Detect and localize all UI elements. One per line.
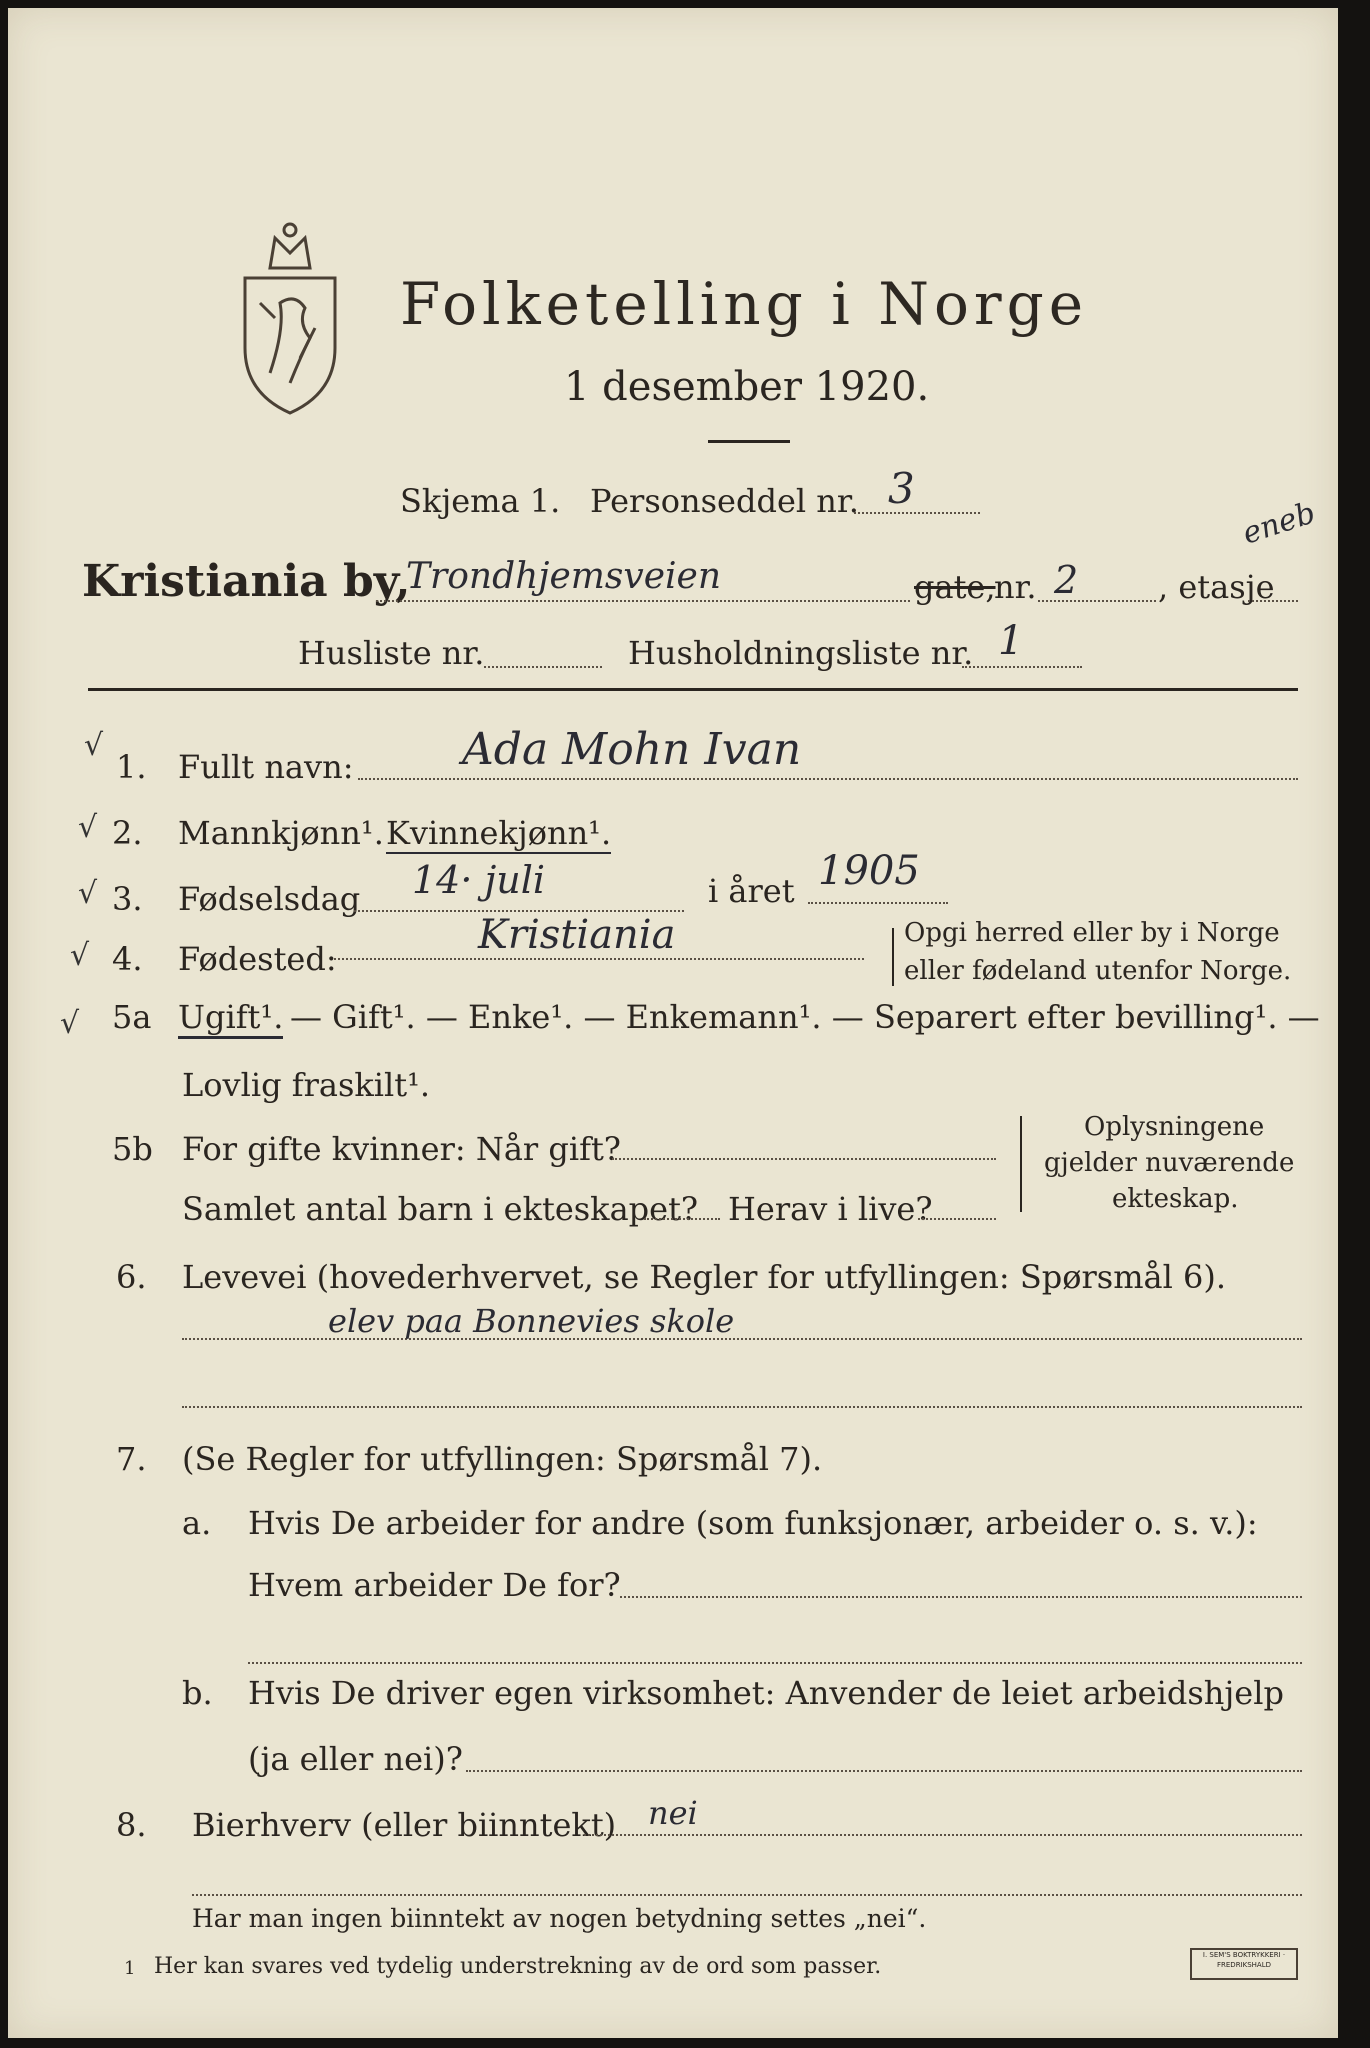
husholdning-number: 1 (998, 618, 1024, 664)
divorced-option: Lovlig fraskilt¹. (182, 1066, 431, 1104)
female-option: Kvinnekjønn¹. (386, 814, 612, 852)
q1-line (358, 778, 1298, 780)
children-line (644, 1218, 720, 1220)
house-number: 2 (1054, 558, 1079, 602)
birthplace-note-line1: Opgi herred eller by i Norge (904, 918, 1280, 948)
q1-number: 1. (116, 748, 147, 786)
q5b-bracket (1020, 1116, 1022, 1212)
q7-label: (Se Regler for utfyllingen: Spørsmål 7). (182, 1440, 823, 1478)
etasje-label: , etasje (1158, 568, 1275, 606)
q1-label: Fullt navn: (178, 748, 354, 786)
male-option: Mannkjønn¹. (178, 814, 384, 852)
personseddel-number: 3 (888, 464, 915, 513)
q4-number: 4. (112, 940, 143, 978)
margin-note: eneb (1238, 495, 1320, 552)
when-married-label: For gifte kvinner: Når gift? (182, 1130, 621, 1168)
personseddel-label: Personseddel nr. (590, 482, 859, 520)
gate-label: gate, (914, 568, 996, 606)
footnote-mark: 1 (124, 1958, 136, 1979)
hired-help-label: (ja eller nei)? (248, 1740, 463, 1778)
q7a-number: a. (182, 1504, 212, 1542)
q2-number: 2. (112, 814, 143, 852)
section-divider (88, 688, 1298, 691)
children-label: Samlet antal barn i ekteskapet? (182, 1190, 699, 1228)
q7b-number: b. (182, 1674, 213, 1712)
birthday-value: 14· juli (412, 858, 546, 902)
year-label: i året (708, 872, 795, 910)
checkmark-4: √ (70, 938, 90, 973)
street-line (376, 600, 910, 602)
side-income-label: Bierhverv (eller biinntekt) (192, 1806, 617, 1844)
instruction-note: Har man ingen biinntekt av nogen betydning settes „nei“. (192, 1904, 927, 1933)
q4-bracket (892, 928, 894, 986)
birthplace-note-line2: eller fødeland utenfor Norge. (904, 956, 1292, 986)
census-date: 1 desember 1920. (564, 364, 930, 410)
employer-line-2 (248, 1662, 1302, 1664)
norwegian-coat-of-arms-icon (230, 208, 350, 418)
form-title: Folketelling i Norge (400, 270, 1089, 338)
unmarried-option: Ugift¹. (178, 998, 283, 1039)
employer-label: Hvem arbeider De for? (248, 1566, 621, 1604)
city-label: Kristiania by, (82, 556, 411, 607)
printer-stamp: I. SEM'S BOKTRYKKERI · FREDRIKSHALD (1190, 1948, 1298, 1980)
hired-help-line (466, 1770, 1302, 1772)
checkmark-3: √ (78, 876, 98, 911)
census-form-page (8, 8, 1338, 2038)
employer-line (620, 1596, 1302, 1598)
q7a-question: Hvis De arbeider for andre (som funksjonær, arbeider o. s. v.): (248, 1504, 1258, 1542)
q3-label: Fødselsdag (178, 880, 361, 918)
checkmark-1: √ (84, 728, 104, 763)
q3-number: 3. (112, 880, 143, 918)
year-line (808, 902, 948, 904)
living-children-label: Herav i live? (728, 1190, 933, 1228)
side-income-line-2 (192, 1894, 1302, 1896)
occupation-line-2 (182, 1406, 1302, 1408)
marriage-note-line2: gjelder nuværende (1044, 1148, 1295, 1178)
q5a-number: 5a (112, 998, 152, 1036)
title-divider (708, 440, 790, 443)
q5b-number: 5b (112, 1130, 153, 1168)
q7b-question: Hvis De driver egen virksomhet: Anvender de leiet arbeidshjelp (248, 1674, 1284, 1712)
q6-number: 6. (116, 1258, 147, 1296)
footnote-text: Her kan svares ved tydelig understrekning av de ord som passer. (154, 1954, 882, 1979)
etasje-line (1248, 600, 1298, 602)
birthplace-value: Kristiania (478, 912, 676, 958)
street-value: Trondhjemsveien (406, 556, 722, 597)
skjema-label: Skjema 1. (400, 482, 561, 520)
birth-year-value: 1905 (818, 848, 920, 894)
occupation-label: Levevei (hovederhvervet, se Regler for utfyllingen: Spørsmål 6). (182, 1258, 1227, 1296)
marital-options: — Gift¹. — Enke¹. — Enkemann¹. — Separert efter bevilling¹. — (290, 998, 1320, 1036)
q8-number: 8. (116, 1806, 147, 1844)
full-name-value: Ada Mohn Ivan (462, 724, 802, 775)
occupation-value: elev paa Bonnevies skole (328, 1302, 735, 1340)
husliste-line (484, 666, 602, 668)
husholdning-label: Husholdningsliste nr. (628, 634, 974, 672)
marriage-note-line3: ekteskap. (1112, 1184, 1239, 1214)
living-children-line (918, 1218, 996, 1220)
marriage-note-line1: Oplysningene (1084, 1112, 1265, 1142)
side-income-value: nei (648, 1794, 698, 1832)
q4-label: Fødested: (178, 940, 337, 978)
husholdning-line (962, 666, 1082, 668)
checkmark-5: √ (60, 1006, 80, 1041)
checkmark-2: √ (78, 810, 98, 845)
q7-number: 7. (116, 1440, 147, 1478)
nr-label: nr. (994, 568, 1037, 606)
side-income-line (584, 1834, 1302, 1836)
husliste-label: Husliste nr. (298, 634, 485, 672)
birthplace-line (334, 958, 864, 960)
personseddel-line (854, 512, 980, 514)
when-married-line (612, 1158, 996, 1160)
